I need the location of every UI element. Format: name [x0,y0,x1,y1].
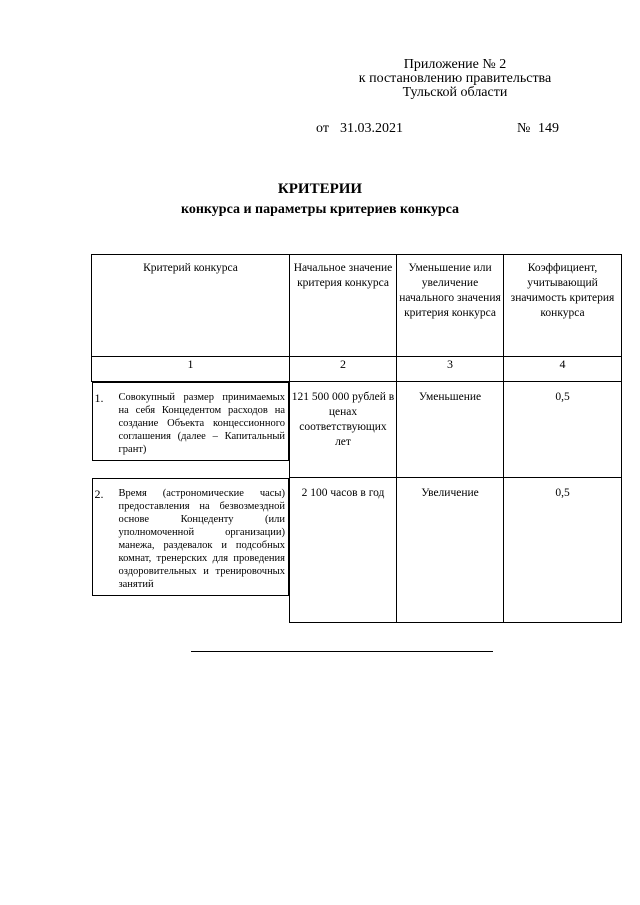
header-coefficient: Коэффициент, учитывающий значимость критерия конкурса [504,255,622,357]
column-number: 4 [504,357,622,382]
appendix-reference: к постановлению правительства [358,71,552,86]
column-number: 3 [397,357,504,382]
direction-cell: Увеличение [397,478,504,623]
document-subtitle: конкурса и параметры критериев конкурса [180,202,460,217]
number-prefix: № [517,121,531,136]
closing-divider [191,651,493,652]
date-prefix: от [316,121,329,136]
criterion-cell [92,478,290,596]
row-number: 1. [94,391,104,405]
header-direction: Уменьшение или увеличение начального значения критерия конкурса [397,255,504,357]
table-row [92,382,622,478]
row-number: 2. [94,486,104,501]
column-numbers-row [92,357,622,382]
initial-value-cell: 2 100 часов в год [290,478,397,623]
column-number: 2 [290,357,397,382]
column-number: 1 [92,357,290,382]
document-title: КРИТЕРИИ [277,181,363,197]
appendix-title: Приложение № 2 [403,57,507,72]
coefficient-cell: 0,5 [504,478,622,623]
header-criterion: Критерий конкурса [92,255,290,357]
header-initial-value: Начальное значение критерия конкурса [290,255,397,357]
initial-value-cell: 121 500 000 рублей в ценах соответствующих лет [290,382,397,478]
table-row [92,478,622,623]
table-header-row [92,255,622,357]
criteria-table [91,254,622,623]
resolution-date: 31.03.2021 [340,121,403,136]
appendix-authority: Тульской области [402,85,508,100]
appendix-block [340,58,570,100]
criterion-cell [92,382,290,461]
resolution-number: 149 [538,121,559,136]
criterion-text: Совокупный размер принимаемых на себя Концедентом расходов на создание Объекта концессионного соглашения (далее – Капитальный грант) [118,392,285,455]
direction-cell: Уменьшение [397,382,504,478]
criterion-text: Время (астрономические часы) предоставления на безвозмездной основе Концеденту (или уполномоченной организации) манежа, раздевалок и подсобных комнат, тренерских для проведения оздоровительных и тренировочных занятий [118,487,285,590]
coefficient-cell: 0,5 [504,382,622,478]
